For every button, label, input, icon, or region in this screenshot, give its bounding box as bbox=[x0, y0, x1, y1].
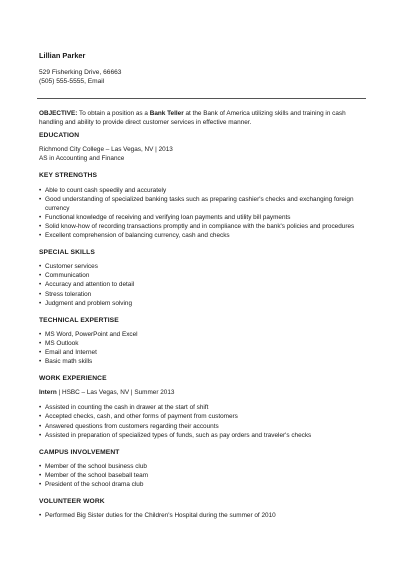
technical-expertise-list bbox=[39, 330, 367, 366]
phone-email-line: (505) 555-5555, Email bbox=[39, 78, 105, 85]
objective-label: OBJECTIVE: bbox=[39, 110, 78, 117]
list-item: • President of the school drama club bbox=[39, 480, 367, 489]
list-item: • Member of the school baseball team bbox=[39, 471, 367, 480]
key-strengths-list bbox=[39, 186, 367, 241]
list-item: • Communication bbox=[39, 271, 367, 280]
address-line: 529 Fisherking Drive, 66663 bbox=[39, 69, 122, 76]
list-item: • Email and Internet bbox=[39, 348, 367, 357]
work-experience-section bbox=[39, 374, 367, 440]
objective-text-post: at the Bank of America utilizing skills and training in cash handling and ability to provide direct customer services in effective manner. bbox=[39, 110, 346, 127]
special-skills-heading: SPECIAL SKILLS bbox=[39, 249, 95, 257]
work-experience-heading: WORK EXPERIENCE bbox=[39, 375, 107, 383]
campus-involvement-heading: CAMPUS INVOLVEMENT bbox=[39, 448, 120, 456]
objective-paragraph bbox=[39, 109, 367, 127]
list-item: • Judgment and problem solving bbox=[39, 299, 367, 308]
objective-text-pre: To obtain a position as a bbox=[77, 110, 150, 117]
education-section bbox=[39, 131, 367, 163]
volunteer-work-section bbox=[39, 497, 367, 520]
work-experience-list bbox=[39, 403, 367, 439]
list-item: • Functional knowledge of receiving and verifying loan payments and utility bill payments bbox=[39, 213, 367, 222]
list-item: • Assisted in counting the cash in drawer at the start of shift bbox=[39, 403, 367, 412]
list-item: • Excellent comprehension of balancing currency, cash and checks bbox=[39, 231, 367, 240]
list-item: • Basic math skills bbox=[39, 357, 367, 366]
list-item: • Good understanding of specialized banking tasks such as preparing cashier's checks and exchanging foreign currency bbox=[39, 195, 367, 213]
list-item: • MS Word, PowerPoint and Excel bbox=[39, 330, 367, 339]
contact-block bbox=[39, 68, 121, 86]
campus-involvement-section bbox=[39, 448, 367, 489]
list-item: • MS Outlook bbox=[39, 339, 367, 348]
objective-role: Bank Teller bbox=[149, 110, 184, 117]
list-item: • Member of the school business club bbox=[39, 462, 367, 471]
list-item: • Accepted checks, cash, and other forms of payment from customers bbox=[39, 412, 367, 421]
key-strengths-heading: KEY STRENGTHS bbox=[39, 172, 98, 180]
job-title-line bbox=[39, 388, 367, 397]
job-details: | HSBC – Las Vegas, NV | Summer 2013 bbox=[56, 389, 175, 397]
list-item: • Stress toleration bbox=[39, 290, 367, 299]
volunteer-work-list bbox=[39, 511, 367, 520]
education-heading: EDUCATION bbox=[39, 132, 80, 140]
candidate-name: Lillian Parker bbox=[39, 51, 86, 60]
list-item: • Assisted in preparation of specialized types of funds, such as pay orders and traveler's checks bbox=[39, 431, 367, 440]
divider-line bbox=[37, 98, 366, 99]
education-school: Richmond City College – Las Vegas, NV | 2013 bbox=[39, 146, 173, 154]
list-item: • Accuracy and attention to detail bbox=[39, 280, 367, 289]
education-degree: AS in Accounting and Finance bbox=[39, 155, 125, 163]
special-skills-section bbox=[39, 248, 367, 308]
list-item: • Performed Big Sister duties for the Children's Hospital during the summer of 2010 bbox=[39, 511, 367, 520]
list-item: • Solid know-how of recording transactions promptly and in compliance with the bank's policies and procedures bbox=[39, 222, 367, 231]
technical-expertise-section bbox=[39, 316, 367, 366]
volunteer-work-heading: VOLUNTEER WORK bbox=[39, 498, 105, 506]
technical-expertise-heading: TECHNICAL EXPERTISE bbox=[39, 316, 119, 324]
resume-body bbox=[39, 109, 367, 528]
key-strengths-section bbox=[39, 171, 367, 240]
special-skills-list bbox=[39, 262, 367, 307]
list-item: • Customer services bbox=[39, 262, 367, 271]
campus-involvement-list bbox=[39, 462, 367, 489]
list-item: • Answered questions from customers regarding their accounts bbox=[39, 422, 367, 431]
list-item: • Able to count cash speedily and accurately bbox=[39, 186, 367, 195]
job-title: Intern bbox=[39, 389, 57, 397]
